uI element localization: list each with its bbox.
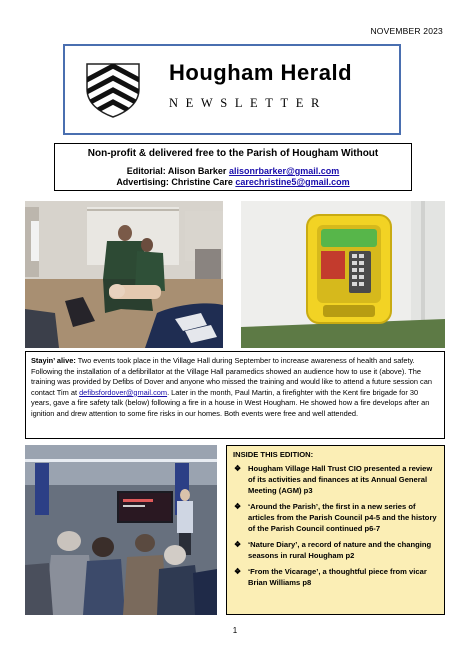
newsletter-title: Hougham Herald: [169, 60, 353, 85]
list-item: ❖ ‘Nature Diary’, a record of nature and the changing seasons in rural Hougham p2: [234, 540, 432, 560]
editorial-email-link[interactable]: alisonrbarker@gmail.com: [228, 166, 340, 176]
diamond-bullet-icon: ❖: [234, 502, 242, 511]
advertising-email-link[interactable]: carechristine5@gmail.com: [235, 177, 350, 187]
diamond-bullet-icon: ❖: [234, 464, 242, 473]
issue-date: NOVEMBER 2023: [370, 26, 443, 36]
list-item: ❖ Hougham Village Hall Trust CIO presented a review of its activities and finances at its Annual General Meeting (AGM) p3: [234, 464, 433, 495]
newsletter-subtitle: NEWSLETTER: [169, 96, 327, 110]
cpr-training-photo: [25, 201, 223, 348]
article-text-part1: Two events took place in the Village Hall during September to increase awareness of health and safety. Following the installation of a defibrillator at the Village Hall paramedics showed an audience how to use it (above). The training was provided by Defibs of Dover and anyone who missed the training and would like to attend a future session can contact Tim at: [31, 356, 432, 397]
chevron-shield-icon: [83, 59, 143, 119]
article-lead: Stayin’ alive:: [31, 356, 76, 365]
list-item: ❖ ‘From the Vicarage’, a thoughtful piece from vicar Brian Williams p8: [234, 567, 427, 587]
contents-list: [233, 463, 438, 588]
list-item: ❖ ‘Around the Parish’, the first in a new series of articles from the Parish Council p4-5 and the history of the Parish Council continued p6-7: [234, 502, 437, 533]
defibrillator-photo: [241, 201, 445, 348]
page-number: 1: [232, 626, 238, 635]
inside-this-edition-box: [226, 445, 445, 615]
advertising-line: Advertising: Christine Care carechristine5@gmail.com: [116, 177, 350, 187]
fire-safety-talk-photo: [25, 445, 217, 615]
tagline: Non-profit & delivered free to the Parish of Hougham Without: [87, 148, 379, 159]
article-text-part2: . Later in the month, Paul Martin, a firefighter with the Kent fire brigade for 30 years, gave a fire safety talk (below) following a fire in a house in West Hougham. He showed how a fire develops after an ignition and drew attention to some fire risks in our homes. Both events were free and well attended.: [31, 387, 430, 418]
masthead: [63, 44, 401, 135]
event-article: [25, 351, 445, 439]
inside-heading: INSIDE THIS EDITION:: [233, 450, 314, 459]
editorial-line: Editorial: Alison Barker alisonrbarker@gmail.com: [126, 166, 340, 176]
diamond-bullet-icon: ❖: [234, 567, 242, 576]
publication-info: [54, 143, 412, 191]
defibs-email-link[interactable]: defibsfordover@gmail.com: [79, 387, 168, 397]
diamond-bullet-icon: ❖: [234, 540, 242, 549]
